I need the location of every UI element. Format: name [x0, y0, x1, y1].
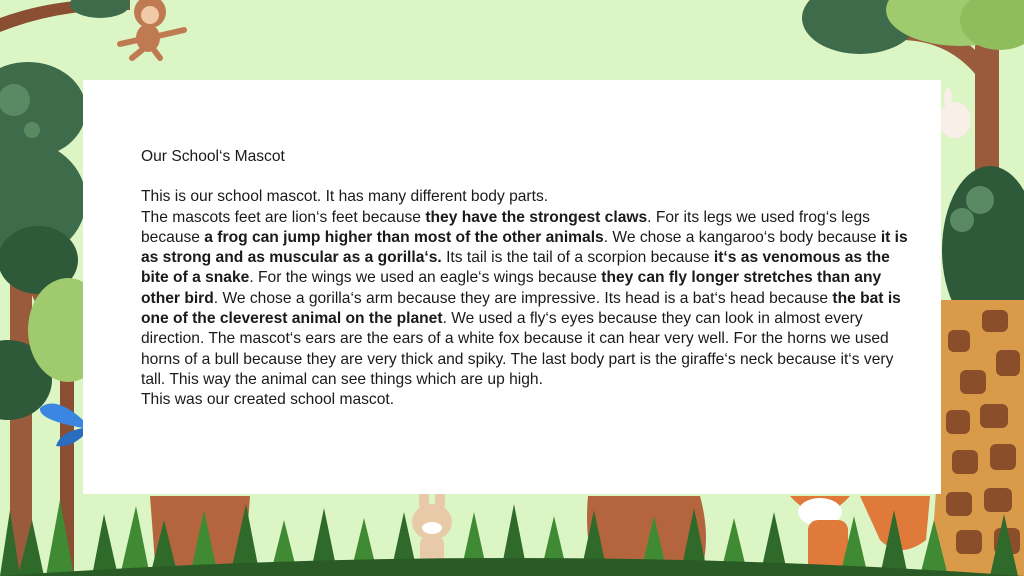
bunny-icon [939, 88, 971, 138]
document-text [141, 147, 911, 411]
body-run: . We used a fly‘s eyes because they can look in almost every direction. The mascot‘s ears are the ears of a white fox because it can hear very well. For the horns we used horns of a bull because they are very thick and spiky. The last body part is the giraffe‘s neck because it‘s very tall. This way the animal can see things which are up high. [141, 310, 894, 388]
body-run: . We chose a kangaroo‘s body because [603, 228, 881, 246]
body-bold-run: a frog can jump higher than most of the other animals [204, 228, 604, 246]
tree-icon [0, 0, 130, 32]
body-bold-run: the bat is one of the cleverest animal on the planet [141, 289, 901, 328]
body-bold-run: they have the strongest claws [425, 208, 648, 226]
body-run: The mascots feet are lion‘s feet because [141, 208, 426, 226]
body-bold-run: it‘s as venomous as the bite of a snake [141, 249, 890, 287]
body-run: . For its legs we used frog‘s legs because [141, 208, 870, 246]
body-run: Its tail is the tail of a scorpion because [441, 249, 714, 267]
body-paragraph [141, 208, 911, 391]
document-title: Our School‘s Mascot [141, 148, 285, 165]
body-run: . We chose a gorilla‘s arm because they are impressive. Its head is a bat‘s head because [213, 289, 833, 307]
body-bold-run: they can fly longer stretches than any other bird [141, 269, 882, 307]
closing-line: This was our created school mascot. [141, 391, 395, 409]
body-bold-run: it is as strong and as muscular as a gorilla‘s. [141, 228, 908, 267]
giraffe-icon [930, 300, 1024, 576]
body-run: . For the wings we used an eagle‘s wings because [249, 269, 602, 287]
intro-line: This is our school mascot. It has many different body parts. [141, 188, 549, 206]
